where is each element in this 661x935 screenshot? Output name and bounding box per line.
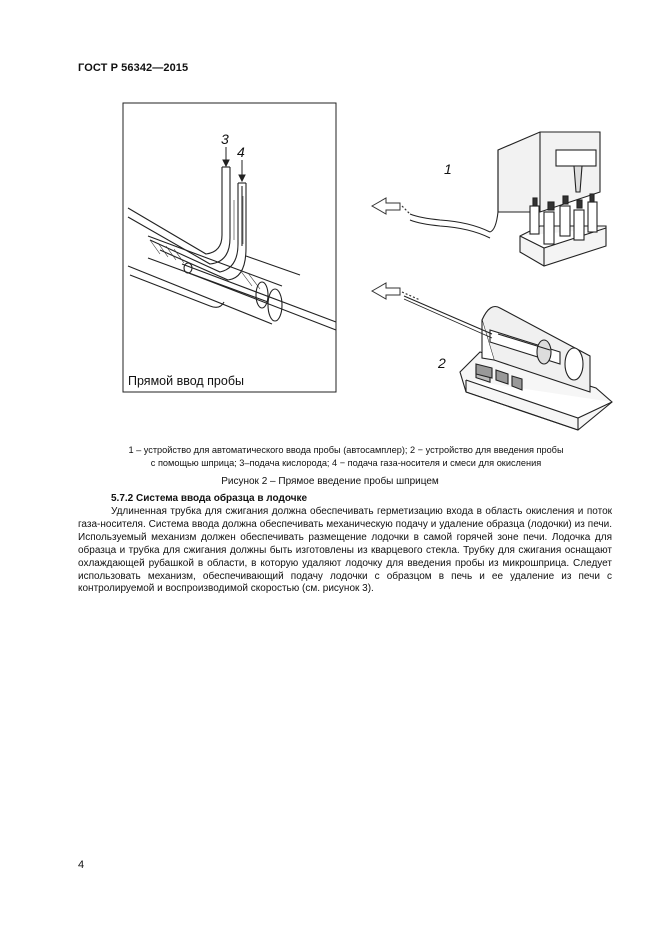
section-paragraph: Удлиненная трубка для сжигания должна обеспечивать герметизацию входа в область окисления и поток газа-носителя. Система ввода должна обеспечивать механическую подачу и удаление образца (лодочки) из печи. Используемый механизм должен обеспечивать размещение лодочки в самой горячей зоне печи. Лодочка для образца и трубка для сжигания должны быть изготовлены из кварцевого стекла. Трубку для сжигания оснащают охлаждающей рубашкой в области, в которую удаляют лодочку для введения пробы из микрошприца. Следует использовать механизм, обеспечивающий подачу лодочки с образцом в печь и ее удаление из печи с контролируемой и воспроизводимой скоростью (см. рисунок 3). (78, 506, 612, 595)
syringe-needle (404, 296, 492, 334)
figure-label-3: 3 (221, 131, 229, 147)
figure-label-1: 1 (444, 161, 452, 177)
combustion-tube-drawing (128, 167, 336, 330)
legend-line-1: 1 – устройство для автоматического ввода пробы (автосамплер); 2 − устройство для введения пробы (128, 445, 564, 455)
section-heading: 5.7.2 Система ввода образца в лодочке (111, 493, 308, 504)
legend-line-2: с помощью шприца; 3–подача кислорода; 4 − подача газа-носителя и смеси для окисления (150, 458, 542, 468)
document-header: ГОСТ Р 56342—2015 (78, 62, 189, 74)
figure-legend (96, 444, 596, 470)
figure-label-2: 2 (438, 355, 446, 371)
flow-arrow-1 (372, 198, 400, 214)
inset-title: Прямой ввод пробы (128, 374, 244, 388)
syringe-pump-drawing (460, 307, 612, 431)
flow-arrow-1-dots (402, 206, 410, 214)
autosampler-drawing (498, 132, 606, 266)
figure-illustration (0, 0, 661, 440)
flow-arrow-2 (372, 283, 400, 299)
figure-caption: Рисунок 2 – Прямое введение пробы шприцем (221, 476, 439, 487)
figure-label-4: 4 (237, 144, 245, 160)
page-number: 4 (78, 859, 85, 871)
